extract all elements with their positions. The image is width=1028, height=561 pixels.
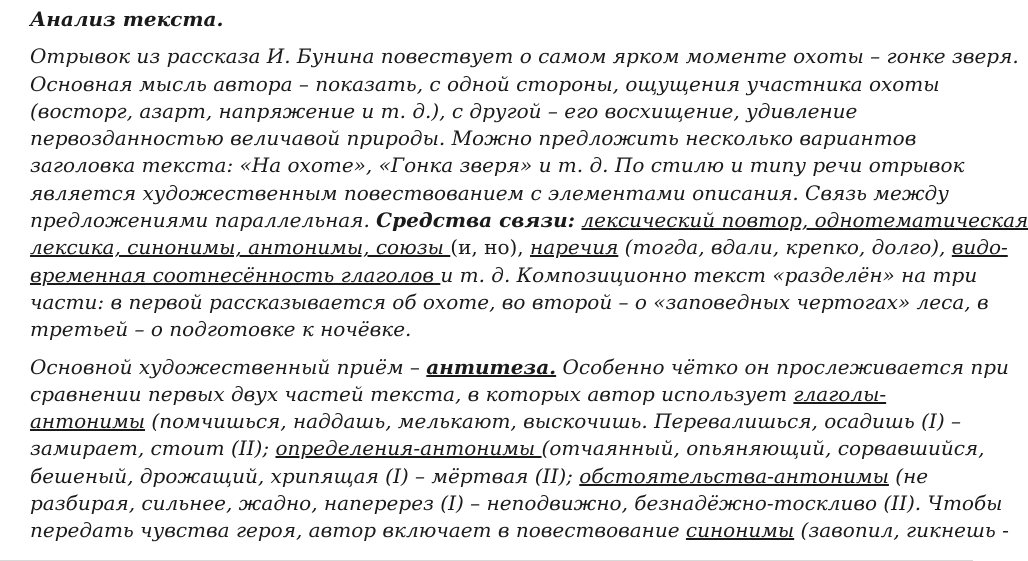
paragraph-line	[30, 463, 965, 490]
underlined-term: определения-антонимы	[275, 436, 542, 461]
text-run: Основной художественный приём –	[30, 354, 427, 379]
text-run: (отчаянный, опьяняющий, сорвавшийся,	[541, 436, 985, 461]
text-run: предложениями параллельная.	[30, 208, 377, 233]
paragraph-line: Основная мысль автора – показать, с одной стороны, ощущения участника охоты	[30, 71, 940, 96]
paragraph-line	[30, 234, 1008, 261]
bold-underlined-term-antithesis: антитеза.	[426, 354, 557, 379]
underlined-term: видо-	[951, 235, 1008, 260]
text-run: (и, но),	[450, 235, 531, 260]
text-run: бешеный, дрожащий, хрипящая (I) – мёртвая (II);	[30, 463, 580, 488]
bold-term-means-of-connection: Средства связи:	[376, 208, 576, 233]
paragraph-line	[30, 207, 1028, 234]
paragraph-line: третьей – о подготовке к ночёвке.	[30, 317, 412, 342]
underlined-term: временная соотнесённость глаголов	[30, 262, 441, 287]
underlined-term: глаголы-	[793, 381, 887, 406]
paragraph-line	[30, 354, 1009, 381]
underlined-term: синонимы	[685, 518, 795, 543]
paragraph-line	[30, 517, 1009, 544]
text-run: передать чувства героя, автор включает в повествование	[30, 518, 686, 543]
text-run: (завопил, гикнешь -	[794, 518, 1009, 543]
text-run: и т. д. Композиционно текст «разделён» на три	[440, 262, 978, 287]
underlined-term: лексический повтор, однотематическая	[581, 208, 1028, 233]
underlined-term: лексика, синонимы, антонимы, союзы	[30, 235, 451, 260]
document-title: Анализ текста.	[30, 7, 224, 31]
text-run: (помчишься, наддашь, мелькают, выскочишь. Перевалишься, осадишь (I) –	[145, 409, 961, 434]
paragraph-line	[30, 381, 965, 408]
paragraph-line	[30, 435, 985, 462]
text-run: (тогда, вдали, крепко, долго),	[618, 235, 952, 260]
paragraph-line: разбирая, сильнее, жадно, наперерез (I) – неподвижно, безнадёжно-тоскливо (II). Чтобы	[30, 491, 1003, 516]
text-run: Особенно чётко он прослеживается при	[556, 354, 1009, 379]
paragraph-line	[30, 262, 978, 289]
paragraph-line: заголовка текста: «На охоте», «Гонка зверя» и т. д. По стилю и типу речи отрывок	[30, 153, 965, 178]
paragraph-1	[30, 43, 1028, 343]
paragraph-line: Отрывок из рассказа И. Бунина повествует о самом ярком моменте охоты – гонке зверя.	[30, 44, 1019, 69]
paragraph-line: части: в первой рассказывается об охоте, во второй – о «заповедных чертогах» леса, в	[30, 289, 989, 314]
paragraph-2	[30, 354, 1009, 545]
paragraph-line: (восторг, азарт, напряжение и т. д.), с другой – его восхищение, удивление	[30, 98, 858, 123]
text-run: замирает, стоит (II);	[30, 436, 276, 461]
paragraph-line	[30, 408, 965, 435]
text-run: (не	[888, 463, 929, 488]
underlined-term: обстоятельства-антонимы	[579, 463, 889, 488]
text-run: сравнении первых двух частей текста, в которых автор использует	[30, 381, 794, 406]
paragraph-line: является художественным повествованием с элементами описания. Связь между	[30, 180, 949, 205]
underlined-term: антонимы	[30, 409, 146, 434]
paragraph-line: первозданностью величавой природы. Можно предложить несколько вариантов	[30, 126, 917, 151]
underlined-term: наречия	[530, 235, 619, 260]
